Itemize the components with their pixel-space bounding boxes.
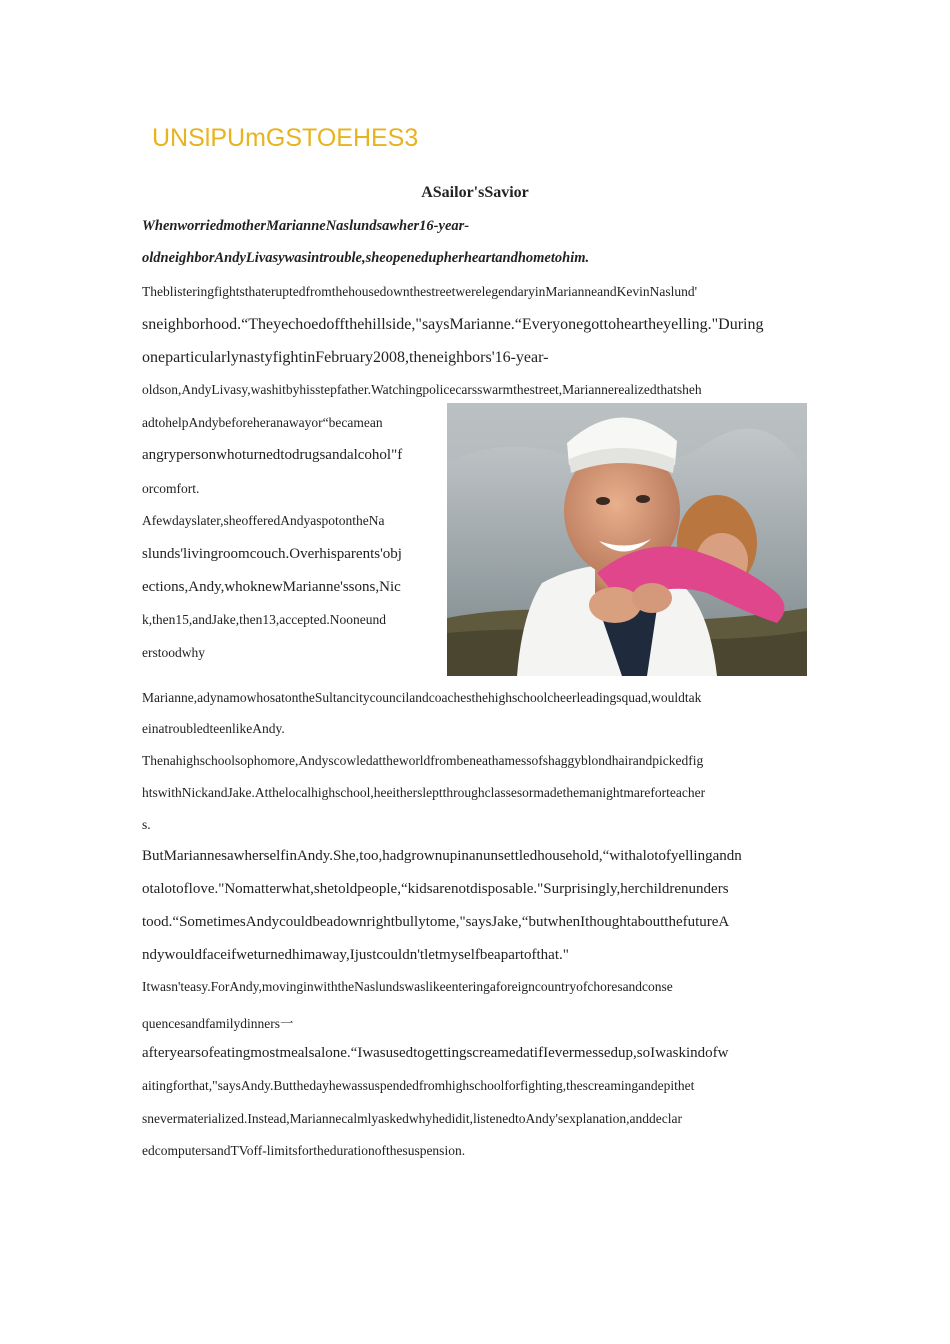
body-line: snevermaterialized.Instead,Mariannecalmlyaskedwhyhedidit,listenedtoAndy'sexplanation,anddeclar bbox=[142, 1111, 682, 1126]
page-header-title: UNSlPUmGSTOEHES3 bbox=[152, 124, 419, 152]
body-line: oldson,AndyLivasy,washitbyhisstepfather.Watchingpolicecarsswarmthestreet,Mariannerealizedthatsheh bbox=[142, 382, 702, 397]
body-line: quencesandfamilydinners一 bbox=[142, 1016, 294, 1031]
body-line: tood.“SometimesAndycouldbeadownrightbullytome,"saysJake,“butwhenIthoughtaboutthefutureA bbox=[142, 914, 730, 930]
sailor-hug-photo bbox=[447, 403, 807, 676]
body-line: angrypersonwhoturnedtodrugsandalcohol"f bbox=[142, 447, 403, 463]
body-line: Marianne,adynamowhosatontheSultancitycouncilandcoachesthehighschoolcheerleadingsquad,wouldtak bbox=[142, 690, 702, 705]
body-line: k,then15,andJake,then13,accepted.Nooneund bbox=[142, 612, 387, 627]
body-line: erstoodwhy bbox=[142, 645, 205, 660]
article-deck-line: oldneighborAndyLivasywasintrouble,sheopenedupherheartandhometohim. bbox=[142, 250, 590, 266]
body-line: ections,Andy,whoknewMarianne'ssons,Nic bbox=[142, 579, 401, 595]
body-line: slunds'livingroomcouch.Overhisparents'obj bbox=[142, 546, 402, 562]
body-line: einatroubledteenlikeAndy. bbox=[142, 721, 285, 736]
body-line: ndywouldfaceifweturnedhimaway,Ijustcouldn'tletmyselfbeapartofthat." bbox=[142, 947, 569, 963]
body-line: afteryearsofeatingmostmealsalone.“IwasusedtogettingscreamedatifIevermessedup,soIwaskindofw bbox=[142, 1045, 729, 1061]
article-deck-line: WhenworriedmotherMarianneNaslundsawher16-year- bbox=[142, 218, 470, 234]
body-line: htswithNickandJake.Atthelocalhighschool,heeithersleptthroughclassesormadethemanightmareforteacher bbox=[142, 785, 706, 800]
body-line: sneighborhood.“Theyechoedoffthehillside,"saysMarianne.“Everyonegottoheartheyelling."During bbox=[142, 316, 764, 333]
body-line: aitingforthat,"saysAndy.Butthedayhewassuspendedfromhighschoolforfighting,thescreamingandepithet bbox=[142, 1078, 695, 1093]
body-line: Thenahighschoolsophomore,Andyscowledattheworldfrombeneathamessofshaggyblondhairandpickedfig bbox=[142, 753, 704, 768]
body-line: s. bbox=[142, 817, 151, 832]
body-line: Itwasn'teasy.ForAndy,movinginwiththeNaslundswaslikeenteringaforeigncountryofchoresandconse bbox=[142, 979, 673, 994]
body-line: edcomputersandTVoff-limitsforthedurationofthesuspension. bbox=[142, 1143, 466, 1158]
body-line: TheblisteringfightsthateruptedfromthehousedownthestreetwerelegendaryinMarianneandKevinNaslund' bbox=[142, 284, 698, 299]
body-line: Afewdayslater,sheofferedAndyaspotontheNa bbox=[142, 513, 385, 528]
body-line: otalotoflove."Nomatterwhat,shetoldpeople,“kidsarenotdisposable."Surprisingly,herchildrenunders bbox=[142, 881, 729, 897]
article-title: ASailor'sSavior bbox=[421, 184, 529, 201]
body-line: ButMariannesawherselfinAndy.She,too,hadgrownupinanunsettledhousehold,“withalotofyellingandn bbox=[142, 848, 742, 864]
body-line: adtohelpAndybeforeheranawayor“becamean bbox=[142, 415, 383, 430]
body-line: oneparticularlynastyfightinFebruary2008,theneighbors'16-year- bbox=[142, 349, 549, 366]
body-line: orcomfort. bbox=[142, 481, 200, 496]
